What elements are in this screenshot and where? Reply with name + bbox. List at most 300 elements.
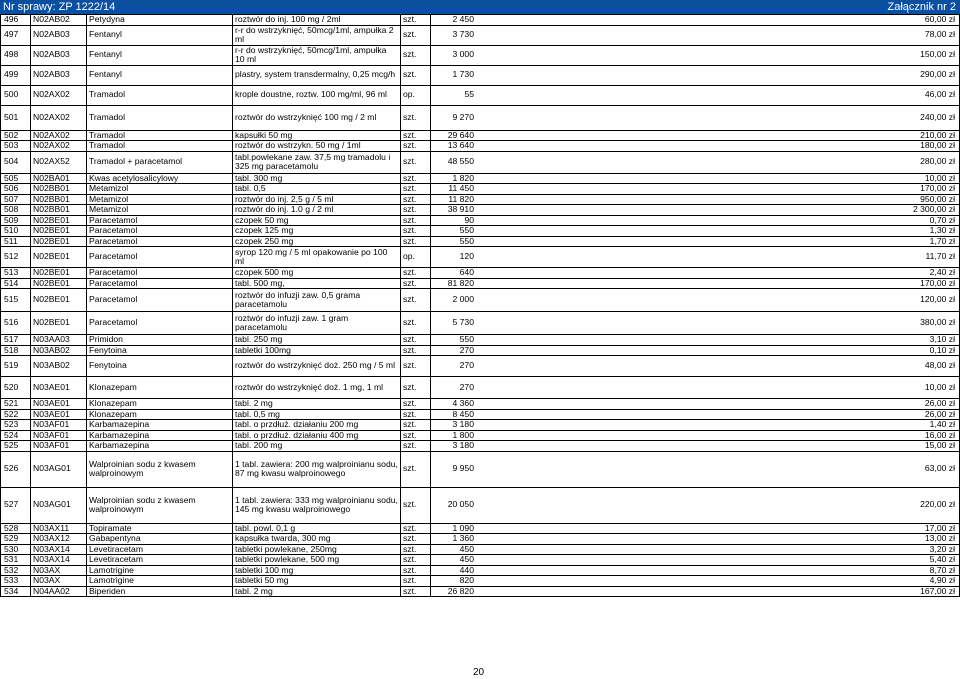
drug-name: Paracetamol	[87, 289, 233, 312]
row-number: 526	[1, 451, 31, 487]
row-number: 514	[1, 278, 31, 289]
table-row	[1, 65, 960, 85]
quantity-price-cell	[431, 205, 960, 216]
quantity-price-cell	[431, 586, 960, 597]
atc-code: N02BE01	[31, 215, 87, 226]
atc-code: N02AX02	[31, 130, 87, 141]
quantity-price-cell	[431, 236, 960, 247]
atc-code: N03AE01	[31, 399, 87, 410]
row-number: 503	[1, 141, 31, 152]
quantity: 11 450	[448, 183, 474, 193]
price: 10,00 zł	[924, 381, 955, 392]
table-row	[1, 544, 960, 555]
unit: szt.	[401, 377, 431, 399]
unit: szt.	[401, 268, 431, 279]
quantity-price-cell	[431, 184, 960, 195]
drug-name: Tramadol + paracetamol	[87, 151, 233, 173]
price-table	[0, 14, 960, 597]
atc-code: N02AB02	[31, 15, 87, 26]
price: 167,00 zł	[920, 586, 955, 596]
table-row	[1, 151, 960, 173]
table-row	[1, 312, 960, 335]
drug-name: Karbamazepina	[87, 420, 233, 431]
drug-form: tabl. o przdłuż. działaniu 200 mg	[233, 420, 401, 431]
price: 1,70 zł	[929, 236, 955, 246]
drug-name: Tramadol	[87, 85, 233, 105]
quantity-price-cell	[431, 345, 960, 356]
row-number: 504	[1, 151, 31, 173]
drug-form: tabletki 50 mg	[233, 576, 401, 587]
row-number: 525	[1, 441, 31, 452]
quantity-price-cell	[431, 25, 960, 45]
quantity-price-cell	[431, 151, 960, 173]
quantity-price-cell	[431, 173, 960, 184]
price: 8,70 zł	[929, 565, 955, 575]
table-row	[1, 45, 960, 65]
case-number: Nr sprawy: ZP 1222/14	[3, 1, 116, 13]
table-row	[1, 576, 960, 587]
table-row	[1, 184, 960, 195]
drug-form: tabl.powlekane zaw. 37,5 mg tramadolu i 325 mg paracetamolu	[233, 151, 401, 173]
price: 16,00 zł	[924, 430, 955, 440]
row-number: 533	[1, 576, 31, 587]
quantity: 120	[459, 251, 474, 262]
quantity: 8 450	[452, 409, 474, 419]
quantity-price-cell	[431, 335, 960, 346]
quantity-price-cell	[431, 130, 960, 141]
table-row	[1, 205, 960, 216]
quantity: 4 360	[452, 398, 474, 408]
drug-name: Tramadol	[87, 130, 233, 141]
table-row	[1, 25, 960, 45]
atc-code: N03AG01	[31, 487, 87, 523]
row-number: 521	[1, 399, 31, 410]
price: 1,30 zł	[929, 225, 955, 235]
quantity: 550	[459, 236, 474, 246]
page-number: 20	[473, 667, 485, 678]
price: 60,00 zł	[924, 14, 955, 24]
quantity: 1 800	[452, 430, 474, 440]
atc-code: N02AX02	[31, 105, 87, 130]
atc-code: N02BE01	[31, 247, 87, 268]
quantity: 550	[459, 334, 474, 344]
drug-form: tabletki powlekane, 500 mg	[233, 555, 401, 566]
drug-form: czopek 125 mg	[233, 226, 401, 237]
table-row	[1, 278, 960, 289]
table-row	[1, 377, 960, 399]
atc-code: N02AX02	[31, 85, 87, 105]
quantity: 9 270	[452, 111, 474, 122]
unit: szt.	[401, 151, 431, 173]
quantity-price-cell	[431, 45, 960, 65]
atc-code: N03AF01	[31, 420, 87, 431]
unit: op.	[401, 85, 431, 105]
quantity-price-cell	[431, 85, 960, 105]
unit: szt.	[401, 278, 431, 289]
drug-name: Tramadol	[87, 105, 233, 130]
quantity-price-cell	[431, 377, 960, 399]
atc-code: N02BE01	[31, 236, 87, 247]
drug-name: Paracetamol	[87, 247, 233, 268]
quantity: 820	[459, 575, 474, 585]
row-number: 501	[1, 105, 31, 130]
drug-form: krople doustne, roztw. 100 mg/ml, 96 ml	[233, 85, 401, 105]
price: 240,00 zł	[920, 111, 955, 122]
atc-code: N02AB03	[31, 65, 87, 85]
unit: szt.	[401, 409, 431, 420]
drug-name: Fentanyl	[87, 25, 233, 45]
table-row	[1, 268, 960, 279]
drug-name: Fentanyl	[87, 45, 233, 65]
atc-code: N02AB03	[31, 45, 87, 65]
unit: szt.	[401, 430, 431, 441]
price: 170,00 zł	[920, 183, 955, 193]
unit: szt.	[401, 45, 431, 65]
price: 26,00 zł	[924, 398, 955, 408]
atc-code: N03AX	[31, 576, 87, 587]
quantity: 3 180	[452, 440, 474, 450]
table-row	[1, 215, 960, 226]
drug-name: Fenytoina	[87, 345, 233, 356]
unit: szt.	[401, 576, 431, 587]
table-row	[1, 534, 960, 545]
quantity-price-cell	[431, 420, 960, 431]
unit: szt.	[401, 441, 431, 452]
drug-name: Topiramate	[87, 523, 233, 534]
drug-name: Biperiden	[87, 586, 233, 597]
drug-form: tabl. 250 mg	[233, 335, 401, 346]
unit: op.	[401, 247, 431, 268]
quantity-price-cell	[431, 278, 960, 289]
drug-form: r-r do wstrzyknięć, 50mcg/1ml, ampułka 2 ml	[233, 25, 401, 45]
drug-form: tabl. powl. 0,1 g	[233, 523, 401, 534]
quantity-price-cell	[431, 141, 960, 152]
drug-name: Kwas acetylosalicylowy	[87, 173, 233, 184]
quantity: 55	[464, 89, 474, 100]
row-number: 534	[1, 586, 31, 597]
drug-form: syrop 120 mg / 5 ml opakowanie po 100 ml	[233, 247, 401, 268]
price: 46,00 zł	[924, 89, 955, 100]
atc-code: N02BE01	[31, 312, 87, 335]
atc-code: N03AG01	[31, 451, 87, 487]
price: 13,00 zł	[924, 533, 955, 543]
drug-form: roztwór do inj. 1.0 g / 2 ml	[233, 205, 401, 216]
drug-form: tabl. 500 mg,	[233, 278, 401, 289]
drug-name: Fenytoina	[87, 356, 233, 377]
quantity: 38 910	[447, 204, 474, 214]
quantity: 1 820	[452, 173, 474, 183]
quantity-price-cell	[431, 105, 960, 130]
row-number: 513	[1, 268, 31, 279]
quantity: 440	[459, 565, 474, 575]
quantity: 11 820	[448, 194, 474, 204]
price: 210,00 zł	[920, 130, 955, 140]
unit: szt.	[401, 25, 431, 45]
drug-form: tabl. 300 mg	[233, 173, 401, 184]
quantity: 3 000	[452, 49, 474, 60]
atc-code: N03AX11	[31, 523, 87, 534]
unit: szt.	[401, 544, 431, 555]
unit: szt.	[401, 345, 431, 356]
quantity: 270	[459, 360, 474, 371]
atc-code: N02BE01	[31, 289, 87, 312]
price: 4,90 zł	[929, 575, 955, 585]
row-number: 531	[1, 555, 31, 566]
drug-name: Fentanyl	[87, 65, 233, 85]
atc-code: N02BB01	[31, 205, 87, 216]
drug-name: Metamizol	[87, 205, 233, 216]
quantity-price-cell	[431, 65, 960, 85]
quantity-price-cell	[431, 576, 960, 587]
unit: szt.	[401, 335, 431, 346]
table-row	[1, 345, 960, 356]
quantity: 450	[459, 544, 474, 554]
quantity-price-cell	[431, 555, 960, 566]
price: 0,70 zł	[929, 215, 955, 225]
price: 15,00 zł	[924, 440, 955, 450]
quantity-price-cell	[431, 15, 960, 26]
unit: szt.	[401, 420, 431, 431]
row-number: 520	[1, 377, 31, 399]
unit: szt.	[401, 184, 431, 195]
price: 2,40 zł	[929, 267, 955, 277]
drug-form: 1 tabl. zawiera: 333 mg walproinianu sodu, 145 mg kwasu walproinowego	[233, 487, 401, 523]
atc-code: N04AA02	[31, 586, 87, 597]
atc-code: N02BA01	[31, 173, 87, 184]
row-number: 522	[1, 409, 31, 420]
table-row	[1, 430, 960, 441]
table-row	[1, 236, 960, 247]
drug-name: Walproinian sodu z kwasem walproinowym	[87, 451, 233, 487]
unit: szt.	[401, 586, 431, 597]
unit: szt.	[401, 194, 431, 205]
unit: szt.	[401, 289, 431, 312]
unit: szt.	[401, 105, 431, 130]
quantity: 3 730	[452, 29, 474, 40]
quantity: 9 950	[452, 463, 474, 474]
table-row	[1, 289, 960, 312]
quantity: 20 050	[447, 499, 474, 510]
drug-form: tabletki 100mg	[233, 345, 401, 356]
drug-name: Paracetamol	[87, 278, 233, 289]
unit: szt.	[401, 226, 431, 237]
atc-code: N02BB01	[31, 194, 87, 205]
price: 2 300,00 zł	[912, 204, 955, 214]
drug-name: Gabapentyna	[87, 534, 233, 545]
quantity: 1 360	[452, 533, 474, 543]
row-number: 524	[1, 430, 31, 441]
row-number: 507	[1, 194, 31, 205]
row-number: 497	[1, 25, 31, 45]
quantity: 29 640	[447, 130, 474, 140]
atc-code: N03AB02	[31, 345, 87, 356]
unit: szt.	[401, 236, 431, 247]
quantity-price-cell	[431, 268, 960, 279]
attachment-label: Załącznik nr 2	[887, 1, 956, 13]
quantity: 550	[459, 225, 474, 235]
table-row	[1, 420, 960, 431]
price: 11,70 zł	[925, 251, 955, 262]
row-number: 530	[1, 544, 31, 555]
quantity-price-cell	[431, 356, 960, 377]
atc-code: N03AX14	[31, 544, 87, 555]
drug-name: Primidon	[87, 335, 233, 346]
drug-name: Paracetamol	[87, 215, 233, 226]
price: 3,20 zł	[929, 544, 955, 554]
price: 3,10 zł	[929, 334, 955, 344]
price: 290,00 zł	[920, 69, 955, 80]
atc-code: N03AF01	[31, 441, 87, 452]
unit: szt.	[401, 356, 431, 377]
table-row	[1, 105, 960, 130]
unit: szt.	[401, 451, 431, 487]
drug-form: roztwór do inj. 100 mg / 2ml	[233, 15, 401, 26]
quantity: 450	[459, 554, 474, 564]
row-number: 502	[1, 130, 31, 141]
quantity: 270	[459, 345, 474, 355]
table-row	[1, 441, 960, 452]
quantity: 90	[464, 215, 474, 225]
table-row	[1, 141, 960, 152]
drug-form: tabl. 0,5	[233, 184, 401, 195]
quantity: 13 640	[447, 140, 474, 150]
quantity-price-cell	[431, 544, 960, 555]
drug-form: roztwór do infuzji zaw. 1 gram paracetamolu	[233, 312, 401, 335]
row-number: 498	[1, 45, 31, 65]
price: 180,00 zł	[920, 140, 955, 150]
table-row	[1, 409, 960, 420]
unit: szt.	[401, 399, 431, 410]
quantity-price-cell	[431, 247, 960, 268]
price: 280,00 zł	[920, 156, 955, 167]
quantity-price-cell	[431, 430, 960, 441]
atc-code: N02BB01	[31, 184, 87, 195]
atc-code: N03AF01	[31, 430, 87, 441]
table-row	[1, 399, 960, 410]
atc-code: N02AX02	[31, 141, 87, 152]
unit: szt.	[401, 15, 431, 26]
table-row	[1, 85, 960, 105]
table-row	[1, 523, 960, 534]
drug-name: Metamizol	[87, 194, 233, 205]
price: 17,00 zł	[924, 523, 955, 533]
unit: szt.	[401, 173, 431, 184]
table-row	[1, 335, 960, 346]
row-number: 517	[1, 335, 31, 346]
row-number: 519	[1, 356, 31, 377]
drug-name: Metamizol	[87, 184, 233, 195]
drug-form: roztwór do wstrzyknięć doż. 1 mg, 1 ml	[233, 377, 401, 399]
unit: szt.	[401, 141, 431, 152]
document-header	[0, 0, 960, 14]
row-number: 516	[1, 312, 31, 335]
quantity: 640	[459, 267, 474, 277]
row-number: 512	[1, 247, 31, 268]
drug-form: tabl. 0,5 mg	[233, 409, 401, 420]
drug-form: tabletki powlekane, 250mg	[233, 544, 401, 555]
row-number: 523	[1, 420, 31, 431]
quantity-price-cell	[431, 215, 960, 226]
price: 1,40 zł	[929, 419, 955, 429]
row-number: 529	[1, 534, 31, 545]
quantity: 48 550	[447, 156, 474, 167]
row-number: 511	[1, 236, 31, 247]
quantity-price-cell	[431, 399, 960, 410]
quantity-price-cell	[431, 523, 960, 534]
price: 5,40 zł	[929, 554, 955, 564]
price: 220,00 zł	[920, 499, 955, 510]
drug-form: kapsułki 50 mg	[233, 130, 401, 141]
unit: szt.	[401, 534, 431, 545]
drug-form: czopek 250 mg	[233, 236, 401, 247]
atc-code: N03AX14	[31, 555, 87, 566]
drug-form: plastry, system transdermalny, 0,25 mcg/h	[233, 65, 401, 85]
price: 26,00 zł	[924, 409, 955, 419]
table-row	[1, 586, 960, 597]
drug-name: Lamotrigine	[87, 565, 233, 576]
row-number: 508	[1, 205, 31, 216]
price: 380,00 zł	[920, 317, 955, 328]
drug-form: tabl. o przdłuż. działaniu 400 mg	[233, 430, 401, 441]
atc-code: N03AA03	[31, 335, 87, 346]
atc-code: N02BE01	[31, 278, 87, 289]
unit: szt.	[401, 555, 431, 566]
quantity-price-cell	[431, 226, 960, 237]
unit: szt.	[401, 487, 431, 523]
atc-code: N02BE01	[31, 226, 87, 237]
row-number: 499	[1, 65, 31, 85]
row-number: 500	[1, 85, 31, 105]
table-row	[1, 565, 960, 576]
unit: szt.	[401, 565, 431, 576]
drug-name: Paracetamol	[87, 226, 233, 237]
atc-code: N03AE01	[31, 377, 87, 399]
price: 10,00 zł	[924, 173, 955, 183]
drug-form: kapsułka twarda, 300 mg	[233, 534, 401, 545]
quantity: 3 180	[452, 419, 474, 429]
table-row	[1, 226, 960, 237]
quantity: 2 000	[452, 294, 474, 305]
quantity: 2 450	[452, 14, 474, 24]
drug-form: r-r do wstrzyknięć, 50mcg/1ml, ampułka 10 ml	[233, 45, 401, 65]
drug-name: Karbamazepina	[87, 441, 233, 452]
drug-form: roztwór do wstrzyknięć doż. 250 mg / 5 ml	[233, 356, 401, 377]
price: 78,00 zł	[924, 29, 955, 40]
row-number: 509	[1, 215, 31, 226]
drug-form: czopek 50 mg	[233, 215, 401, 226]
drug-name: Paracetamol	[87, 312, 233, 335]
drug-name: Klonazepam	[87, 409, 233, 420]
quantity-price-cell	[431, 441, 960, 452]
table-row	[1, 194, 960, 205]
quantity: 81 820	[447, 278, 474, 288]
price: 170,00 zł	[920, 278, 955, 288]
price-table-body	[1, 15, 960, 597]
drug-form: 1 tabl. zawiera: 200 mg walproinianu sodu, 87 mg kwasu walproinowego	[233, 451, 401, 487]
unit: szt.	[401, 65, 431, 85]
table-row	[1, 555, 960, 566]
drug-name: Walproinian sodu z kwasem walproinowym	[87, 487, 233, 523]
price: 150,00 zł	[920, 49, 955, 60]
drug-form: roztwór do inj. 2,5 g / 5 ml	[233, 194, 401, 205]
row-number: 506	[1, 184, 31, 195]
row-number: 510	[1, 226, 31, 237]
quantity-price-cell	[431, 312, 960, 335]
drug-form: tabl. 200 mg	[233, 441, 401, 452]
drug-form: roztwór do wstrzykn. 50 mg / 1ml	[233, 141, 401, 152]
drug-name: Levetiracetam	[87, 544, 233, 555]
unit: szt.	[401, 312, 431, 335]
